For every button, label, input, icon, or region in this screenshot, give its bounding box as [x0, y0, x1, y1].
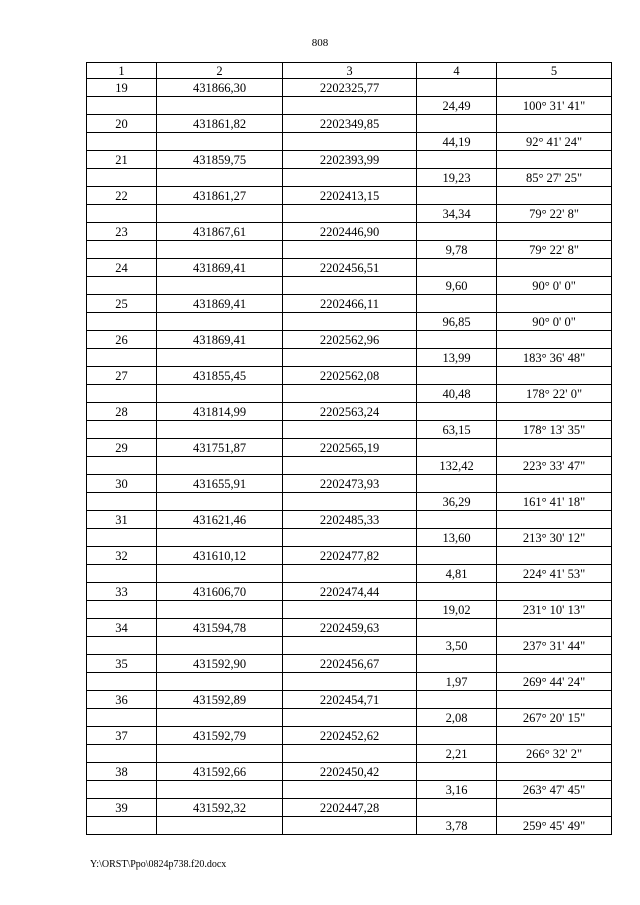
- direction-angle: 183° 36' 48": [497, 349, 612, 367]
- point-number: 35: [87, 655, 157, 673]
- x-coordinate: 431592,90: [157, 655, 283, 673]
- table-row-segment: [87, 241, 612, 259]
- empty-cell: [497, 691, 612, 709]
- direction-angle: 79° 22' 8": [497, 241, 612, 259]
- empty-cell: [283, 205, 417, 223]
- direction-angle: 223° 33' 47": [497, 457, 612, 475]
- direction-angle: 178° 22' 0": [497, 385, 612, 403]
- y-coordinate: 2202454,71: [283, 691, 417, 709]
- direction-angle: 266° 32' 2": [497, 745, 612, 763]
- empty-cell: [157, 817, 283, 835]
- direction-angle: 259° 45' 49": [497, 817, 612, 835]
- segment-length: 19,23: [417, 169, 497, 187]
- y-coordinate: 2202459,63: [283, 619, 417, 637]
- x-coordinate: 431621,46: [157, 511, 283, 529]
- segment-length: 2,08: [417, 709, 497, 727]
- empty-cell: [497, 547, 612, 565]
- empty-cell: [417, 547, 497, 565]
- direction-angle: 161° 41' 18": [497, 493, 612, 511]
- empty-cell: [283, 637, 417, 655]
- table-row-point: [87, 331, 612, 349]
- empty-cell: [157, 349, 283, 367]
- y-coordinate: 2202413,15: [283, 187, 417, 205]
- segment-length: 4,81: [417, 565, 497, 583]
- table-row-point: [87, 799, 612, 817]
- direction-angle: 85° 27' 25": [497, 169, 612, 187]
- table-row-segment: [87, 673, 612, 691]
- empty-cell: [87, 565, 157, 583]
- table-row-segment: [87, 601, 612, 619]
- empty-cell: [497, 619, 612, 637]
- column-header: 3: [283, 63, 417, 79]
- direction-angle: 90° 0' 0": [497, 277, 612, 295]
- table-row-segment: [87, 349, 612, 367]
- table-row-segment: [87, 637, 612, 655]
- empty-cell: [417, 511, 497, 529]
- table-row-point: [87, 151, 612, 169]
- empty-cell: [497, 475, 612, 493]
- empty-cell: [497, 115, 612, 133]
- table-row-point: [87, 115, 612, 133]
- empty-cell: [87, 817, 157, 835]
- empty-cell: [283, 313, 417, 331]
- empty-cell: [417, 583, 497, 601]
- segment-length: 96,85: [417, 313, 497, 331]
- empty-cell: [497, 79, 612, 97]
- table-row-point: [87, 403, 612, 421]
- direction-angle: 92° 41' 24": [497, 133, 612, 151]
- point-number: 38: [87, 763, 157, 781]
- empty-cell: [417, 115, 497, 133]
- x-coordinate: 431869,41: [157, 295, 283, 313]
- segment-length: 2,21: [417, 745, 497, 763]
- empty-cell: [87, 457, 157, 475]
- direction-angle: 269° 44' 24": [497, 673, 612, 691]
- y-coordinate: 2202393,99: [283, 151, 417, 169]
- empty-cell: [283, 97, 417, 115]
- empty-cell: [417, 79, 497, 97]
- point-number: 36: [87, 691, 157, 709]
- empty-cell: [87, 385, 157, 403]
- table-row-point: [87, 727, 612, 745]
- point-number: 20: [87, 115, 157, 133]
- empty-cell: [157, 169, 283, 187]
- empty-cell: [283, 241, 417, 259]
- point-number: 29: [87, 439, 157, 457]
- file-path-footer: Y:\ORST\Ppo\0824p738.f20.docx: [90, 859, 227, 870]
- empty-cell: [157, 457, 283, 475]
- empty-cell: [87, 637, 157, 655]
- table-row-segment: [87, 817, 612, 835]
- empty-cell: [87, 601, 157, 619]
- table-row-point: [87, 619, 612, 637]
- empty-cell: [497, 763, 612, 781]
- table-row-segment: [87, 169, 612, 187]
- y-coordinate: 2202446,90: [283, 223, 417, 241]
- empty-cell: [87, 421, 157, 439]
- empty-cell: [497, 259, 612, 277]
- column-header: 5: [497, 63, 612, 79]
- empty-cell: [417, 403, 497, 421]
- point-number: 28: [87, 403, 157, 421]
- x-coordinate: 431861,27: [157, 187, 283, 205]
- empty-cell: [497, 331, 612, 349]
- segment-length: 132,42: [417, 457, 497, 475]
- y-coordinate: 2202562,96: [283, 331, 417, 349]
- table-row-point: [87, 511, 612, 529]
- point-number: 21: [87, 151, 157, 169]
- empty-cell: [497, 151, 612, 169]
- point-number: 19: [87, 79, 157, 97]
- table-row-segment: [87, 781, 612, 799]
- table-row-segment: [87, 421, 612, 439]
- table-row-segment: [87, 745, 612, 763]
- x-coordinate: 431592,32: [157, 799, 283, 817]
- x-coordinate: 431592,66: [157, 763, 283, 781]
- point-number: 26: [87, 331, 157, 349]
- point-number: 27: [87, 367, 157, 385]
- empty-cell: [283, 169, 417, 187]
- point-number: 31: [87, 511, 157, 529]
- direction-angle: 90° 0' 0": [497, 313, 612, 331]
- empty-cell: [497, 367, 612, 385]
- empty-cell: [497, 403, 612, 421]
- empty-cell: [87, 277, 157, 295]
- x-coordinate: 431610,12: [157, 547, 283, 565]
- y-coordinate: 2202349,85: [283, 115, 417, 133]
- table-row-point: [87, 439, 612, 457]
- segment-length: 13,60: [417, 529, 497, 547]
- table-row-segment: [87, 133, 612, 151]
- table-row-point: [87, 367, 612, 385]
- empty-cell: [283, 457, 417, 475]
- empty-cell: [417, 295, 497, 313]
- empty-cell: [417, 799, 497, 817]
- x-coordinate: 431869,41: [157, 331, 283, 349]
- empty-cell: [157, 637, 283, 655]
- y-coordinate: 2202456,67: [283, 655, 417, 673]
- empty-cell: [497, 655, 612, 673]
- x-coordinate: 431592,89: [157, 691, 283, 709]
- empty-cell: [157, 385, 283, 403]
- empty-cell: [417, 367, 497, 385]
- empty-cell: [87, 241, 157, 259]
- segment-length: 3,16: [417, 781, 497, 799]
- empty-cell: [157, 205, 283, 223]
- y-coordinate: 2202325,77: [283, 79, 417, 97]
- segment-length: 24,49: [417, 97, 497, 115]
- empty-cell: [157, 421, 283, 439]
- x-coordinate: 431855,45: [157, 367, 283, 385]
- direction-angle: 79° 22' 8": [497, 205, 612, 223]
- empty-cell: [497, 799, 612, 817]
- empty-cell: [157, 493, 283, 511]
- empty-cell: [157, 745, 283, 763]
- empty-cell: [157, 601, 283, 619]
- x-coordinate: 431861,82: [157, 115, 283, 133]
- table-row-segment: [87, 385, 612, 403]
- empty-cell: [157, 709, 283, 727]
- empty-cell: [417, 187, 497, 205]
- empty-cell: [283, 817, 417, 835]
- empty-cell: [87, 709, 157, 727]
- direction-angle: 237° 31' 44": [497, 637, 612, 655]
- empty-cell: [283, 529, 417, 547]
- column-header: 4: [417, 63, 497, 79]
- table-row-point: [87, 583, 612, 601]
- empty-cell: [87, 493, 157, 511]
- table-row-segment: [87, 313, 612, 331]
- x-coordinate: 431867,61: [157, 223, 283, 241]
- table-row-point: [87, 547, 612, 565]
- empty-cell: [283, 385, 417, 403]
- table-row-point: [87, 295, 612, 313]
- point-number: 24: [87, 259, 157, 277]
- empty-cell: [87, 313, 157, 331]
- segment-length: 40,48: [417, 385, 497, 403]
- empty-cell: [417, 655, 497, 673]
- empty-cell: [283, 349, 417, 367]
- empty-cell: [497, 223, 612, 241]
- x-coordinate: 431814,99: [157, 403, 283, 421]
- direction-angle: 178° 13' 35": [497, 421, 612, 439]
- segment-length: 9,78: [417, 241, 497, 259]
- point-number: 32: [87, 547, 157, 565]
- table-row-point: [87, 475, 612, 493]
- x-coordinate: 431866,30: [157, 79, 283, 97]
- x-coordinate: 431869,41: [157, 259, 283, 277]
- empty-cell: [497, 295, 612, 313]
- table-row-segment: [87, 277, 612, 295]
- x-coordinate: 431594,78: [157, 619, 283, 637]
- direction-angle: 263° 47' 45": [497, 781, 612, 799]
- empty-cell: [157, 133, 283, 151]
- table-row-segment: [87, 529, 612, 547]
- empty-cell: [87, 169, 157, 187]
- y-coordinate: 2202452,62: [283, 727, 417, 745]
- empty-cell: [87, 133, 157, 151]
- empty-cell: [497, 727, 612, 745]
- empty-cell: [283, 673, 417, 691]
- empty-cell: [87, 97, 157, 115]
- x-coordinate: 431655,91: [157, 475, 283, 493]
- y-coordinate: 2202456,51: [283, 259, 417, 277]
- x-coordinate: 431751,87: [157, 439, 283, 457]
- empty-cell: [157, 277, 283, 295]
- point-number: 23: [87, 223, 157, 241]
- segment-length: 9,60: [417, 277, 497, 295]
- point-number: 37: [87, 727, 157, 745]
- empty-cell: [417, 619, 497, 637]
- table-row-point: [87, 187, 612, 205]
- empty-cell: [417, 475, 497, 493]
- empty-cell: [283, 421, 417, 439]
- coordinates-table: [86, 62, 612, 835]
- empty-cell: [157, 97, 283, 115]
- table-row-point: [87, 763, 612, 781]
- x-coordinate: 431606,70: [157, 583, 283, 601]
- direction-angle: 267° 20' 15": [497, 709, 612, 727]
- empty-cell: [87, 205, 157, 223]
- empty-cell: [283, 709, 417, 727]
- direction-angle: 100° 31' 41": [497, 97, 612, 115]
- segment-length: 3,50: [417, 637, 497, 655]
- empty-cell: [417, 763, 497, 781]
- segment-length: 34,34: [417, 205, 497, 223]
- direction-angle: 213° 30' 12": [497, 529, 612, 547]
- y-coordinate: 2202485,33: [283, 511, 417, 529]
- empty-cell: [497, 439, 612, 457]
- empty-cell: [87, 781, 157, 799]
- empty-cell: [157, 781, 283, 799]
- segment-length: 3,78: [417, 817, 497, 835]
- empty-cell: [157, 241, 283, 259]
- table-row-segment: [87, 97, 612, 115]
- point-number: 25: [87, 295, 157, 313]
- empty-cell: [283, 493, 417, 511]
- empty-cell: [87, 745, 157, 763]
- point-number: 30: [87, 475, 157, 493]
- empty-cell: [157, 529, 283, 547]
- direction-angle: 224° 41' 53": [497, 565, 612, 583]
- empty-cell: [283, 745, 417, 763]
- empty-cell: [87, 349, 157, 367]
- empty-cell: [417, 223, 497, 241]
- x-coordinate: 431859,75: [157, 151, 283, 169]
- empty-cell: [417, 151, 497, 169]
- table-row-point: [87, 259, 612, 277]
- point-number: 39: [87, 799, 157, 817]
- empty-cell: [417, 331, 497, 349]
- empty-cell: [87, 673, 157, 691]
- y-coordinate: 2202563,24: [283, 403, 417, 421]
- table-row-segment: [87, 709, 612, 727]
- y-coordinate: 2202473,93: [283, 475, 417, 493]
- column-header: 1: [87, 63, 157, 79]
- table-row-segment: [87, 457, 612, 475]
- point-number: 34: [87, 619, 157, 637]
- empty-cell: [283, 781, 417, 799]
- empty-cell: [157, 313, 283, 331]
- segment-length: 36,29: [417, 493, 497, 511]
- segment-length: 44,19: [417, 133, 497, 151]
- table-header-row: [87, 63, 612, 79]
- direction-angle: 231° 10' 13": [497, 601, 612, 619]
- segment-length: 63,15: [417, 421, 497, 439]
- y-coordinate: 2202450,42: [283, 763, 417, 781]
- table-row-point: [87, 223, 612, 241]
- table-row-point: [87, 691, 612, 709]
- segment-length: 13,99: [417, 349, 497, 367]
- empty-cell: [417, 727, 497, 745]
- y-coordinate: 2202562,08: [283, 367, 417, 385]
- empty-cell: [417, 691, 497, 709]
- segment-length: 1,97: [417, 673, 497, 691]
- table-row-segment: [87, 205, 612, 223]
- point-number: 33: [87, 583, 157, 601]
- table-row-segment: [87, 493, 612, 511]
- empty-cell: [497, 187, 612, 205]
- table-row-point: [87, 79, 612, 97]
- table-row-point: [87, 655, 612, 673]
- y-coordinate: 2202466,11: [283, 295, 417, 313]
- page-number: 808: [311, 37, 329, 49]
- empty-cell: [283, 601, 417, 619]
- x-coordinate: 431592,79: [157, 727, 283, 745]
- empty-cell: [87, 529, 157, 547]
- segment-length: 19,02: [417, 601, 497, 619]
- empty-cell: [157, 673, 283, 691]
- y-coordinate: 2202474,44: [283, 583, 417, 601]
- point-number: 22: [87, 187, 157, 205]
- y-coordinate: 2202477,82: [283, 547, 417, 565]
- empty-cell: [283, 133, 417, 151]
- table-body: [87, 79, 612, 835]
- empty-cell: [497, 511, 612, 529]
- empty-cell: [497, 583, 612, 601]
- empty-cell: [283, 565, 417, 583]
- y-coordinate: 2202565,19: [283, 439, 417, 457]
- column-header: 2: [157, 63, 283, 79]
- empty-cell: [417, 259, 497, 277]
- y-coordinate: 2202447,28: [283, 799, 417, 817]
- empty-cell: [157, 565, 283, 583]
- table-row-segment: [87, 565, 612, 583]
- empty-cell: [283, 277, 417, 295]
- empty-cell: [417, 439, 497, 457]
